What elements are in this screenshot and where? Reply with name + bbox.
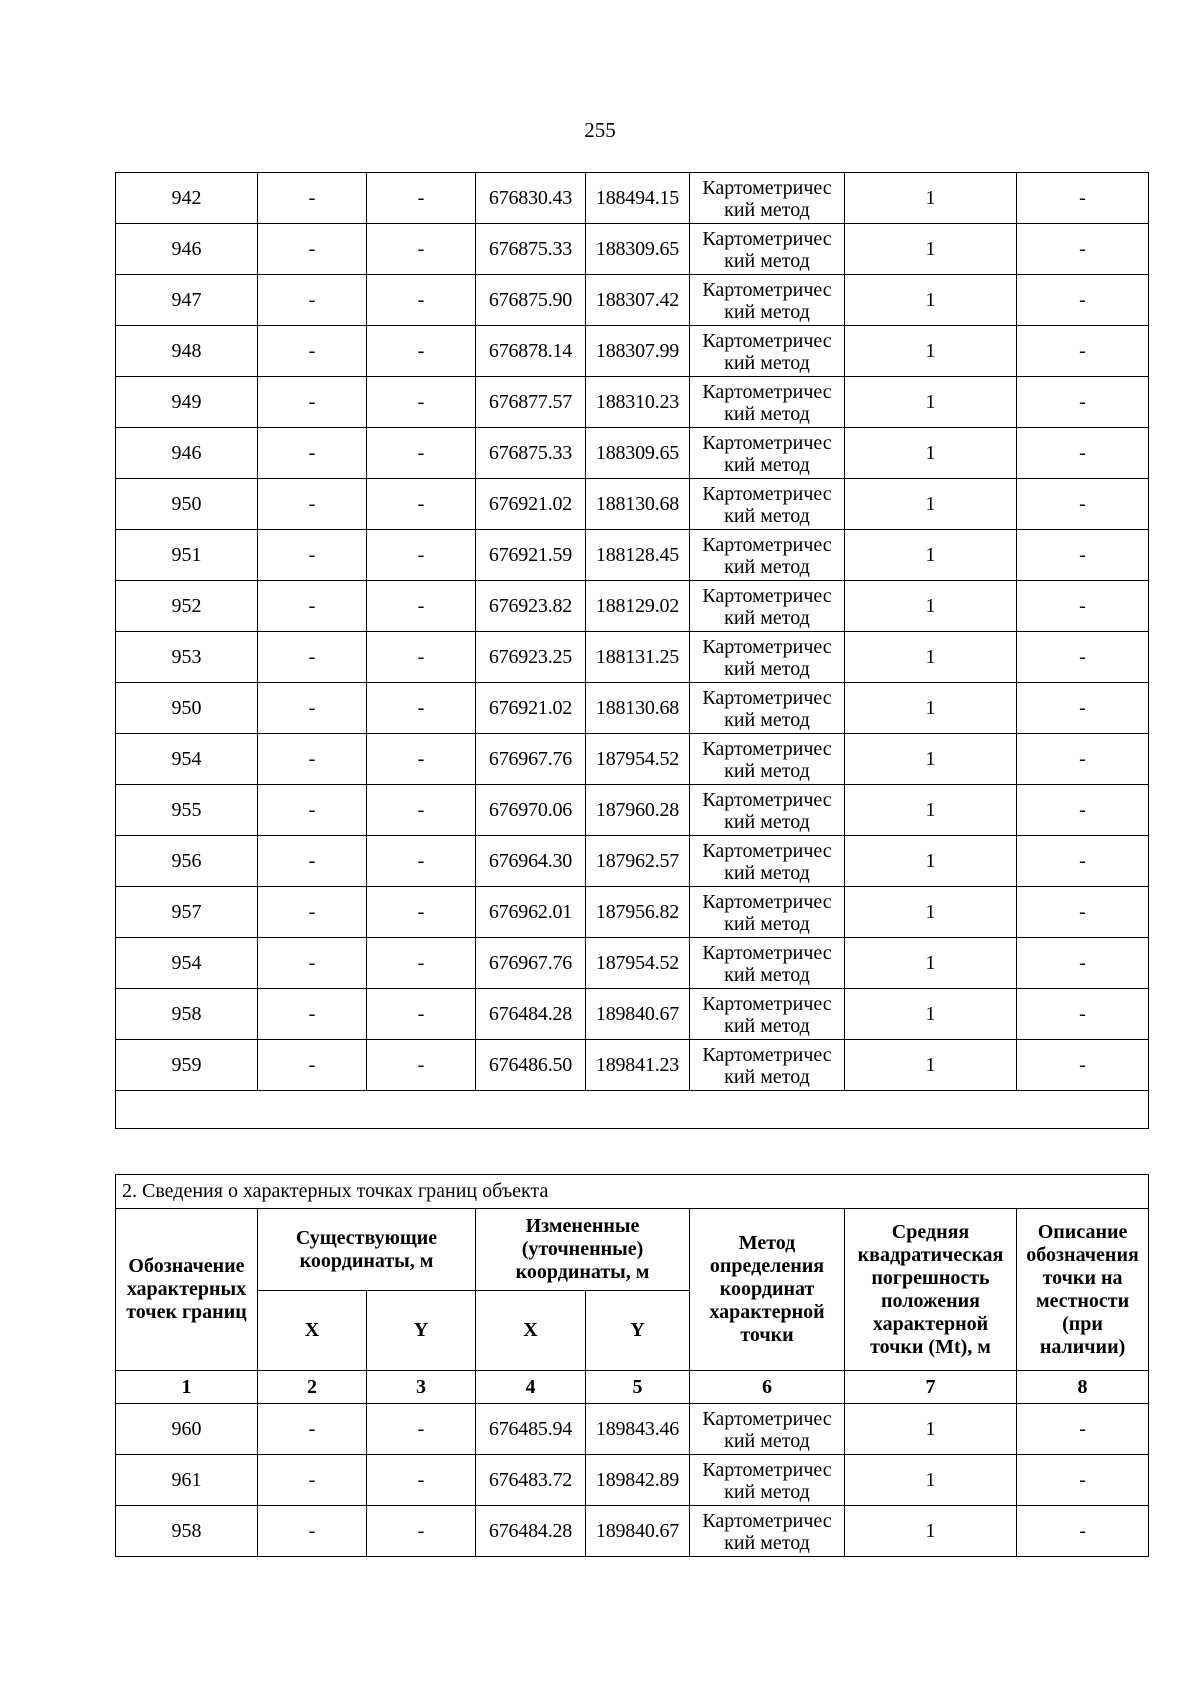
description-cell: - (1017, 785, 1149, 836)
existing-y-cell: - (367, 428, 476, 479)
existing-x-cell: - (258, 683, 367, 734)
method-cell (690, 836, 845, 887)
existing-y-cell: - (367, 275, 476, 326)
changed-x-cell: 676923.82 (476, 581, 586, 632)
changed-y-cell: 187962.57 (586, 836, 690, 887)
method-text: Картометричес (702, 891, 832, 913)
changed-y-cell: 188310.23 (586, 377, 690, 428)
page-number: 255 (584, 118, 616, 142)
changed-x-cell: 676921.59 (476, 530, 586, 581)
table-row (116, 1506, 1149, 1557)
changed-x-cell: 676921.02 (476, 683, 586, 734)
method-cell (690, 734, 845, 785)
point-cell: 954 (116, 734, 258, 785)
header-row (116, 1209, 1149, 1291)
point-cell: 953 (116, 632, 258, 683)
method-cell (690, 275, 845, 326)
description-cell: - (1017, 989, 1149, 1040)
changed-x-cell: 676970.06 (476, 785, 586, 836)
table-caption-row (116, 1175, 1149, 1209)
existing-y-cell: - (367, 989, 476, 1040)
changed-y-cell: 188309.65 (586, 224, 690, 275)
existing-y-cell: - (367, 326, 476, 377)
method-text: кий метод (724, 403, 810, 425)
point-cell: 948 (116, 326, 258, 377)
changed-x-cell: 676875.33 (476, 428, 586, 479)
existing-x-cell: - (258, 530, 367, 581)
existing-y-cell: - (367, 479, 476, 530)
method-text: Картометричес (702, 636, 832, 658)
point-cell: 946 (116, 224, 258, 275)
method-text: Картометричес (702, 381, 832, 403)
changed-y-cell: 189841.23 (586, 1040, 690, 1091)
point-cell: 959 (116, 1040, 258, 1091)
point-cell: 942 (116, 173, 258, 224)
method-cell (690, 785, 845, 836)
description-cell: - (1017, 275, 1149, 326)
table-row (116, 887, 1149, 938)
method-text: кий метод (724, 199, 810, 221)
changed-x-cell: 676923.25 (476, 632, 586, 683)
method-cell (690, 326, 845, 377)
header-changed-x: X (476, 1291, 586, 1371)
existing-y-cell: - (367, 530, 476, 581)
method-text: Картометричес (702, 228, 832, 250)
table-caption: 2. Сведения о характерных точках границ объекта (116, 1175, 1149, 1209)
existing-y-cell: - (367, 836, 476, 887)
method-cell (690, 683, 845, 734)
method-text: кий метод (724, 1066, 810, 1088)
description-cell: - (1017, 938, 1149, 989)
description-cell: - (1017, 173, 1149, 224)
method-text: кий метод (724, 811, 810, 833)
description-cell: - (1017, 734, 1149, 785)
method-text: Картометричес (702, 789, 832, 811)
method-text: кий метод (724, 1532, 810, 1554)
empty-cell (116, 1091, 1149, 1129)
method-text: кий метод (724, 301, 810, 323)
point-cell: 956 (116, 836, 258, 887)
changed-x-cell: 676877.57 (476, 377, 586, 428)
description-cell: - (1017, 1404, 1149, 1455)
description-cell: - (1017, 377, 1149, 428)
changed-x-cell: 676967.76 (476, 734, 586, 785)
mt-cell: 1 (845, 275, 1017, 326)
method-text: кий метод (724, 964, 810, 986)
changed-x-cell: 676878.14 (476, 326, 586, 377)
method-cell (690, 632, 845, 683)
changed-x-cell: 676875.33 (476, 224, 586, 275)
method-text: кий метод (724, 913, 810, 935)
existing-x-cell: - (258, 428, 367, 479)
method-cell (690, 887, 845, 938)
table-row (116, 1040, 1149, 1091)
method-text: кий метод (724, 352, 810, 374)
mt-cell: 1 (845, 785, 1017, 836)
point-cell: 955 (116, 785, 258, 836)
description-cell: - (1017, 479, 1149, 530)
existing-x-cell: - (258, 1040, 367, 1091)
changed-x-cell: 676964.30 (476, 836, 586, 887)
changed-x-cell: 676483.72 (476, 1455, 586, 1506)
existing-y-cell: - (367, 683, 476, 734)
mt-cell: 1 (845, 1040, 1017, 1091)
table-row (116, 173, 1149, 224)
method-text: Картометричес (702, 483, 832, 505)
existing-y-cell: - (367, 173, 476, 224)
changed-y-cell: 188307.42 (586, 275, 690, 326)
description-cell: - (1017, 428, 1149, 479)
header-existing-y: Y (367, 1291, 476, 1371)
mt-cell: 1 (845, 836, 1017, 887)
header-description: Описание обозначения точки на местности (при наличии) (1017, 1209, 1149, 1371)
method-text: Картометричес (702, 279, 832, 301)
method-cell (690, 224, 845, 275)
method-cell (690, 581, 845, 632)
method-text: Картометричес (702, 585, 832, 607)
existing-x-cell: - (258, 836, 367, 887)
existing-x-cell: - (258, 887, 367, 938)
table-row (116, 836, 1149, 887)
method-cell (690, 173, 845, 224)
method-text: Картометричес (702, 534, 832, 556)
method-text: Картометричес (702, 738, 832, 760)
method-text: Картометричес (702, 687, 832, 709)
method-text: кий метод (724, 1430, 810, 1452)
changed-x-cell: 676830.43 (476, 173, 586, 224)
existing-y-cell: - (367, 1040, 476, 1091)
changed-y-cell: 187954.52 (586, 938, 690, 989)
mt-cell: 1 (845, 1404, 1017, 1455)
mt-cell: 1 (845, 428, 1017, 479)
changed-y-cell: 189840.67 (586, 1506, 690, 1557)
column-number: 6 (690, 1371, 845, 1404)
column-number: 4 (476, 1371, 586, 1404)
mt-cell: 1 (845, 479, 1017, 530)
description-cell: - (1017, 581, 1149, 632)
mt-cell: 1 (845, 938, 1017, 989)
changed-y-cell: 188494.15 (586, 173, 690, 224)
table-row (116, 632, 1149, 683)
existing-x-cell: - (258, 1506, 367, 1557)
existing-x-cell: - (258, 785, 367, 836)
existing-x-cell: - (258, 377, 367, 428)
method-cell (690, 989, 845, 1040)
changed-y-cell: 187954.52 (586, 734, 690, 785)
method-text: кий метод (724, 607, 810, 629)
header-changed-y: Y (586, 1291, 690, 1371)
description-cell: - (1017, 1506, 1149, 1557)
method-cell (690, 530, 845, 581)
existing-x-cell: - (258, 479, 367, 530)
changed-x-cell: 676967.76 (476, 938, 586, 989)
changed-y-cell: 188309.65 (586, 428, 690, 479)
point-cell: 957 (116, 887, 258, 938)
method-text: кий метод (724, 454, 810, 476)
existing-x-cell: - (258, 326, 367, 377)
description-cell: - (1017, 887, 1149, 938)
existing-x-cell: - (258, 632, 367, 683)
mt-cell: 1 (845, 326, 1017, 377)
mt-cell: 1 (845, 683, 1017, 734)
method-text: Картометричес (702, 432, 832, 454)
empty-row (116, 1091, 1149, 1129)
changed-x-cell: 676962.01 (476, 887, 586, 938)
changed-y-cell: 189840.67 (586, 989, 690, 1040)
changed-x-cell: 676486.50 (476, 1040, 586, 1091)
method-text: кий метод (724, 709, 810, 731)
existing-y-cell: - (367, 224, 476, 275)
point-cell: 946 (116, 428, 258, 479)
point-cell: 961 (116, 1455, 258, 1506)
method-text: кий метод (724, 250, 810, 272)
method-cell (690, 1040, 845, 1091)
table-row (116, 581, 1149, 632)
column-number: 8 (1017, 1371, 1149, 1404)
mt-cell: 1 (845, 887, 1017, 938)
table-row (116, 530, 1149, 581)
existing-x-cell: - (258, 173, 367, 224)
table1-body (116, 173, 1149, 1129)
changed-y-cell: 188128.45 (586, 530, 690, 581)
changed-x-cell: 676484.28 (476, 989, 586, 1040)
column-number: 5 (586, 1371, 690, 1404)
table-row (116, 479, 1149, 530)
existing-x-cell: - (258, 989, 367, 1040)
point-cell: 949 (116, 377, 258, 428)
method-cell (690, 428, 845, 479)
method-cell (690, 1506, 845, 1557)
method-text: Картометричес (702, 1408, 832, 1430)
mt-cell: 1 (845, 377, 1017, 428)
method-cell (690, 377, 845, 428)
header-method: Метод определения координат характерной точки (690, 1209, 845, 1371)
header-mt: Средняя квадратическая погрешность положения характерной точки (Mt), м (845, 1209, 1017, 1371)
method-cell (690, 1404, 845, 1455)
description-cell: - (1017, 1040, 1149, 1091)
table-row (116, 683, 1149, 734)
header-existing-x: X (258, 1291, 367, 1371)
description-cell: - (1017, 632, 1149, 683)
method-text: Картометричес (702, 1510, 832, 1532)
mt-cell: 1 (845, 989, 1017, 1040)
method-text: кий метод (724, 760, 810, 782)
changed-x-cell: 676875.90 (476, 275, 586, 326)
method-text: Картометричес (702, 330, 832, 352)
description-cell: - (1017, 224, 1149, 275)
description-cell: - (1017, 326, 1149, 377)
existing-y-cell: - (367, 734, 476, 785)
table-row (116, 1404, 1149, 1455)
mt-cell: 1 (845, 224, 1017, 275)
changed-y-cell: 188130.68 (586, 683, 690, 734)
point-cell: 958 (116, 1506, 258, 1557)
existing-x-cell: - (258, 734, 367, 785)
changed-y-cell: 188129.02 (586, 581, 690, 632)
changed-x-cell: 676921.02 (476, 479, 586, 530)
existing-y-cell: - (367, 785, 476, 836)
mt-cell: 1 (845, 734, 1017, 785)
table2-body (116, 1404, 1149, 1557)
method-text: Картометричес (702, 942, 832, 964)
mt-cell: 1 (845, 530, 1017, 581)
header-changed-coordinates: Измененные (уточненные) координаты, м (476, 1209, 690, 1291)
boundary-points-table-continued (115, 172, 1149, 1129)
point-cell: 954 (116, 938, 258, 989)
header-point-designation: Обозначение характерных точек границ (116, 1209, 258, 1371)
column-number: 7 (845, 1371, 1017, 1404)
description-cell: - (1017, 530, 1149, 581)
table-row (116, 377, 1149, 428)
table-row (116, 989, 1149, 1040)
mt-cell: 1 (845, 1506, 1017, 1557)
method-text: кий метод (724, 556, 810, 578)
existing-y-cell: - (367, 632, 476, 683)
table-row (116, 938, 1149, 989)
existing-y-cell: - (367, 377, 476, 428)
point-cell: 950 (116, 479, 258, 530)
existing-y-cell: - (367, 887, 476, 938)
point-cell: 947 (116, 275, 258, 326)
existing-x-cell: - (258, 275, 367, 326)
mt-cell: 1 (845, 173, 1017, 224)
method-cell (690, 938, 845, 989)
existing-y-cell: - (367, 1404, 476, 1455)
description-cell: - (1017, 683, 1149, 734)
changed-y-cell: 189843.46 (586, 1404, 690, 1455)
description-cell: - (1017, 1455, 1149, 1506)
point-cell: 950 (116, 683, 258, 734)
point-cell: 960 (116, 1404, 258, 1455)
header-existing-coordinates: Существующие координаты, м (258, 1209, 476, 1291)
existing-x-cell: - (258, 938, 367, 989)
method-text: кий метод (724, 505, 810, 527)
changed-y-cell: 188130.68 (586, 479, 690, 530)
point-cell: 958 (116, 989, 258, 1040)
existing-x-cell: - (258, 581, 367, 632)
description-cell: - (1017, 836, 1149, 887)
existing-x-cell: - (258, 1404, 367, 1455)
mt-cell: 1 (845, 1455, 1017, 1506)
method-text: Картометричес (702, 993, 832, 1015)
existing-y-cell: - (367, 581, 476, 632)
table-row (116, 275, 1149, 326)
changed-x-cell: 676485.94 (476, 1404, 586, 1455)
boundary-points-table (115, 1174, 1149, 1557)
existing-y-cell: - (367, 1506, 476, 1557)
table-row (116, 428, 1149, 479)
method-cell (690, 479, 845, 530)
table-row (116, 785, 1149, 836)
mt-cell: 1 (845, 632, 1017, 683)
column-number: 3 (367, 1371, 476, 1404)
column-number: 1 (116, 1371, 258, 1404)
method-text: Картометричес (702, 177, 832, 199)
method-text: кий метод (724, 862, 810, 884)
table-row (116, 1455, 1149, 1506)
method-text: Картометричес (702, 1044, 832, 1066)
column-numbers-row (116, 1371, 1149, 1404)
changed-x-cell: 676484.28 (476, 1506, 586, 1557)
changed-y-cell: 187960.28 (586, 785, 690, 836)
method-text: кий метод (724, 658, 810, 680)
point-cell: 952 (116, 581, 258, 632)
mt-cell: 1 (845, 581, 1017, 632)
existing-y-cell: - (367, 1455, 476, 1506)
method-text: кий метод (724, 1015, 810, 1037)
method-text: Картометричес (702, 1459, 832, 1481)
column-number: 2 (258, 1371, 367, 1404)
table-row (116, 224, 1149, 275)
changed-y-cell: 188131.25 (586, 632, 690, 683)
point-cell: 951 (116, 530, 258, 581)
changed-y-cell: 189842.89 (586, 1455, 690, 1506)
method-cell (690, 1455, 845, 1506)
method-text: кий метод (724, 1481, 810, 1503)
existing-y-cell: - (367, 938, 476, 989)
table-row (116, 734, 1149, 785)
table-row (116, 326, 1149, 377)
existing-x-cell: - (258, 224, 367, 275)
changed-y-cell: 187956.82 (586, 887, 690, 938)
existing-x-cell: - (258, 1455, 367, 1506)
method-text: Картометричес (702, 840, 832, 862)
changed-y-cell: 188307.99 (586, 326, 690, 377)
